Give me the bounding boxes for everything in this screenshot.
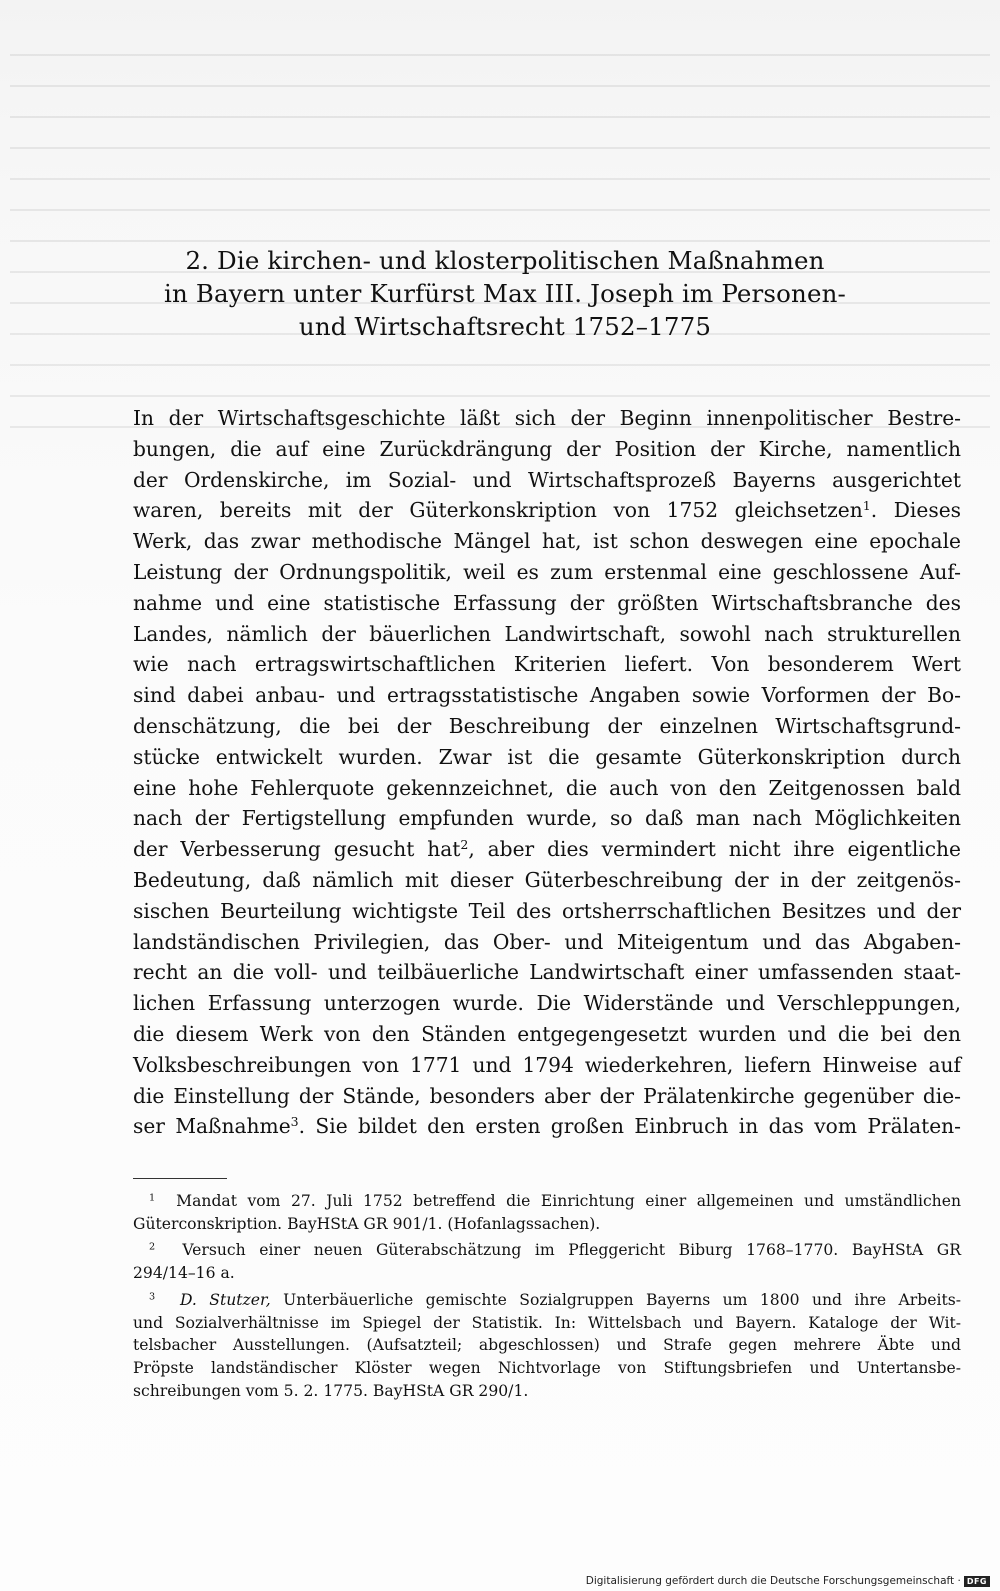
body-text-segment: der Verbesserung gesucht hat: [133, 837, 461, 862]
body-line: die diesem Werk von den Ständen entgegengesetzt wurden und die bei den: [133, 1021, 961, 1046]
title-line: in Bayern unter Kurfürst Max III. Joseph im Personen-: [164, 279, 846, 308]
body-line: die Einstellung der Stände, besonders aber der Prälatenkirche gegenüber die-: [133, 1083, 961, 1108]
footnotes: [133, 1190, 961, 1406]
body-line: eine hohe Fehlerquote gekennzeichnet, die auch von den Zeitgenossen bald: [133, 775, 961, 800]
body-line: [133, 834, 961, 865]
body-text-segment: . Dieses: [870, 498, 962, 523]
footnote-line: schreibungen vom 5. 2. 1775. BayHStA GR 290/1.: [133, 1381, 529, 1400]
body-text-segment: , aber dies vermindert nicht ihre eigentliche: [468, 837, 961, 862]
body-paragraph: [133, 403, 961, 1142]
footnote-line: 294/14–16 a.: [133, 1264, 235, 1283]
body-text-segment: ser Maßnahme: [133, 1114, 291, 1139]
footnote-ref-1: 1: [862, 498, 871, 514]
footnote-marker: 2: [149, 1242, 156, 1254]
body-line: landständischen Privilegien, das Ober- und Miteigentum und das Abgaben-: [133, 929, 961, 954]
footnote-line: [133, 1289, 961, 1312]
footnote-separator: [133, 1178, 227, 1179]
body-line: In der Wirtschaftsgeschichte läßt sich der Beginn innenpolitischer Bestre-: [133, 406, 961, 430]
body-line: Landes, nämlich der bäuerlichen Landwirtschaft, sowohl nach strukturellen: [133, 621, 961, 646]
body-text-segment: waren, bereits mit der Güterkonskription von 1752 gleichsetzen: [133, 498, 863, 523]
body-line: [133, 495, 961, 526]
digitization-banner: [586, 1575, 990, 1587]
body-line: nahme und eine statistische Erfassung der größten Wirtschaftsbranche des: [133, 590, 961, 615]
body-line: sischen Beurteilung wichtigste Teil des ortsherrschaftlichen Besitzes und der: [133, 898, 961, 923]
footnote-line: [133, 1190, 961, 1213]
footnote-ref-3: 3: [290, 1114, 299, 1130]
body-line: Volksbeschreibungen von 1771 und 1794 wiederkehren, liefern Hinweise auf: [133, 1052, 961, 1077]
title-line: und Wirtschaftsrecht 1752–1775: [298, 312, 712, 341]
body-line: Leistung der Ordnungspolitik, weil es zum erstenmal eine geschlossene Auf-: [133, 559, 961, 584]
chapter-title: [140, 244, 870, 343]
body-line: lichen Erfassung unterzogen wurde. Die Widerstände und Verschleppungen,: [133, 991, 961, 1016]
body-line: stücke entwickelt wurden. Zwar ist die gesamte Güterkonskription durch: [133, 744, 961, 769]
footnote-3: [133, 1289, 961, 1403]
footnote-2: [133, 1239, 961, 1284]
footnote-1: [133, 1190, 961, 1235]
body-line: sind dabei anbau- und ertragsstatistische Angaben sowie Vorformen der Bo-: [133, 683, 961, 708]
footnote-line: Pröpste landständischer Klöster wegen Nichtvorlage von Stiftungsbriefen und Untertansbe-: [133, 1358, 961, 1377]
footnote-line: telsbacher Ausstellungen. (Aufsatzteil; abgeschlossen) und Strafe gegen mehrere Äbte und: [133, 1336, 961, 1355]
body-line: bungen, die auf eine Zurückdrängung der Position der Kirche, namentlich: [133, 436, 961, 461]
body-line: der Ordenskirche, im Sozial- und Wirtschaftsprozeß Bayerns ausgerichtet: [133, 467, 961, 492]
title-line: 2. Die kirchen- und klosterpolitischen Maßnahmen: [185, 246, 825, 275]
footnote-line: [133, 1239, 961, 1262]
body-text-segment: .: [298, 1114, 316, 1139]
footnote-marker: 3: [149, 1291, 156, 1303]
footnote-text: Mandat vom 27. Juli 1752 betreffend die Einrichtung einer allgemeinen und umständlichen: [176, 1192, 961, 1210]
footnote-line: und Sozialverhältnisse im Spiegel der Statistik. In: Wittelsbach und Bayern. Kataloge der Wit-: [133, 1313, 961, 1332]
banner-text: Digitalisierung gefördert durch die Deutsche Forschungsgemeinschaft ·: [585, 1575, 961, 1587]
body-line: recht an die voll- und teilbäuerliche Landwirtschaft einer umfassenden staat-: [133, 960, 961, 985]
body-line: denschätzung, die bei der Beschreibung der einzelnen Wirtschaftsgrund-: [133, 713, 961, 738]
body-line: Bedeutung, daß nämlich mit dieser Güterbeschreibung der in der zeitgenös-: [133, 867, 961, 892]
footnote-marker: 1: [149, 1192, 156, 1204]
dfg-logo-icon: DFG: [964, 1576, 990, 1587]
body-line: [133, 1111, 961, 1142]
body-text-segment: Sie bildet den ersten großen Einbruch in das vom Prälaten-: [315, 1114, 961, 1139]
footnote-ref-2: 2: [460, 837, 469, 853]
footnote-author: D. Stutzer,: [179, 1290, 271, 1309]
footnote-text: Unterbäuerliche gemischte Sozialgruppen Bayerns um 1800 und ihre Arbeits-: [270, 1290, 961, 1309]
footnote-line: Güterconskription. BayHStA GR 901/1. (Hofanlagssachen).: [133, 1214, 601, 1233]
footnote-text: Versuch einer neuen Güterabschätzung im Pfleggericht Biburg 1768–1770. BayHStA GR: [182, 1241, 961, 1260]
body-line: wie nach ertragswirtschaftlichen Kriterien liefert. Von besonderem Wert: [133, 652, 961, 677]
body-line: nach der Fertigstellung empfunden wurde, so daß man nach Möglichkeiten: [133, 806, 961, 831]
body-line: Werk, das zwar methodische Mängel hat, ist schon deswegen eine epochale: [133, 529, 961, 554]
bleed-through-texture: [10, 30, 990, 450]
